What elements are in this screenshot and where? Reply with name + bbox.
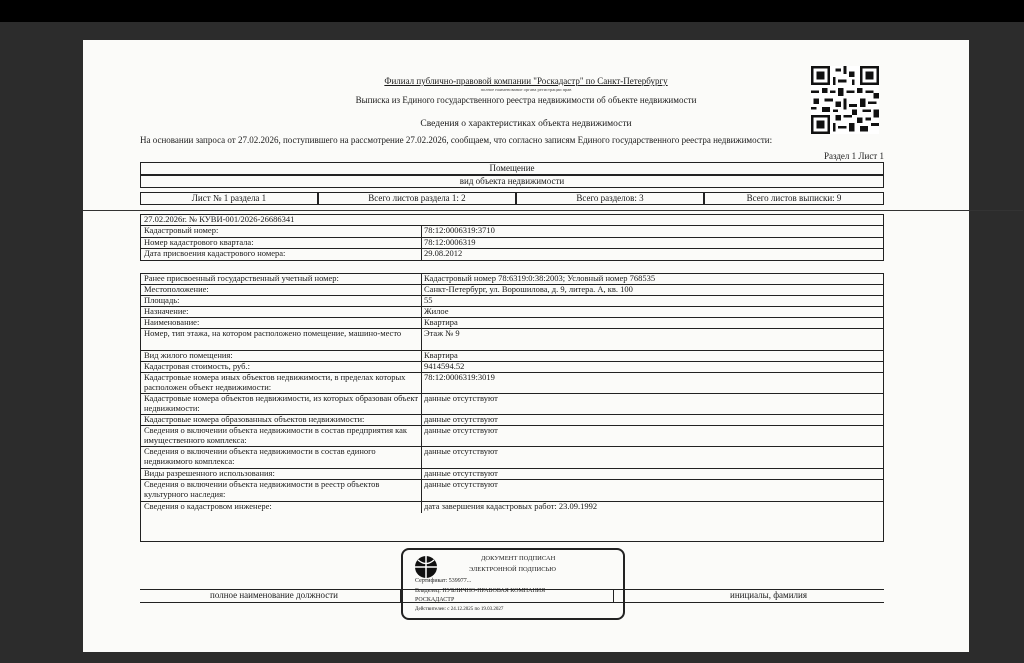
table-row <box>141 329 883 351</box>
document-page <box>83 40 969 652</box>
stamp-owner: Владелец: ПУБЛИЧНО-ПРАВОВАЯ КОМПАНИЯ <box>415 588 546 594</box>
table-row <box>141 480 883 502</box>
table-row <box>141 296 883 307</box>
table-row <box>141 249 883 260</box>
row-label: Вид жилого помещения: <box>144 350 233 360</box>
stamp-line1: ДОКУМЕНТ ПОДПИСАН <box>481 555 556 562</box>
row-label: Кадастровая стоимость, руб.: <box>144 361 250 371</box>
row-label: Ранее присвоенный государственный учетный номер: <box>144 273 339 283</box>
row-value: 55 <box>424 295 433 305</box>
row-label: Кадастровые номера иных объектов недвижимости, в пределах которых расположен объект недвижимости: <box>144 372 406 392</box>
row-label: Кадастровый номер: <box>144 225 219 235</box>
table-row <box>141 502 883 513</box>
ids-table <box>140 214 884 261</box>
basis-text: На основании запроса от 27.02.2026, поступившего на рассмотрение 27.02.2026, сообщаем, что согласно записям Единого государственного реестра недвижимости: <box>140 135 773 145</box>
row-value: 78:12:0006319:3019 <box>424 372 495 382</box>
row-label: Сведения о кадастровом инженере: <box>144 501 272 511</box>
row-value: данные отсутствуют <box>424 479 498 489</box>
object-kind-label: вид объекта недвижимости <box>140 175 884 188</box>
name-label: инициалы, фамилия <box>730 590 807 600</box>
extract-title: Выписка из Единого государственного реестра недвижимости об объекте недвижимости <box>355 95 697 105</box>
object-kind: Помещение <box>140 162 884 175</box>
e-signature-stamp <box>401 548 625 620</box>
stamp-owner2: РОСКАДАСТР <box>415 597 455 603</box>
fold-line <box>83 210 1023 211</box>
total-sheets: Всего листов выписки: 9 <box>704 192 884 205</box>
row-label: Назначение: <box>144 306 189 316</box>
row-value: данные отсутствуют <box>424 468 498 478</box>
sheets-in-section: Всего листов раздела 1: 2 <box>318 192 516 205</box>
org-name: Филиал публично-правовой компании "Роскадастр" по Санкт-Петербургу <box>384 76 668 86</box>
details-table <box>140 273 884 542</box>
position-label: полное наименование должности <box>210 590 338 600</box>
row-value: 78:12:0006319:3710 <box>424 225 495 235</box>
table-row <box>141 373 883 394</box>
row-value: данные отсутствуют <box>424 425 498 435</box>
table-row <box>141 285 883 296</box>
table-row <box>141 426 883 447</box>
row-value: Квартира <box>424 317 458 327</box>
row-value: дата завершения кадастровых работ: 23.09.1992 <box>424 501 598 511</box>
sheet-number: Лист № 1 раздела 1 <box>140 192 318 205</box>
emblem-icon <box>413 554 439 580</box>
table-row <box>141 447 883 469</box>
table-row <box>141 394 883 415</box>
row-value: Квартира <box>424 350 458 360</box>
row-value: 29.08.2012 <box>424 248 463 258</box>
row-value: 78:12:0006319 <box>424 237 476 247</box>
total-sections: Всего разделов: 3 <box>516 192 704 205</box>
row-label: Виды разрешенного использования: <box>144 468 275 478</box>
stamp-valid: Действителен: с 24.12.2025 по 19.03.2027 <box>415 607 504 612</box>
row-value: Жилое <box>424 306 449 316</box>
row-label: Площадь: <box>144 295 180 305</box>
section-label: Раздел 1 Лист 1 <box>823 151 884 161</box>
row-label: Сведения о включении объекта недвижимости в состав единого недвижимого комплекса: <box>144 446 376 466</box>
request-number: 27.02.2026г. № КУВИ-001/2026-26686341 <box>144 214 295 224</box>
row-label: Кадастровые номера объектов недвижимости, из которых образован объект недвижимости: <box>144 393 419 413</box>
row-label: Местоположение: <box>144 284 209 294</box>
row-label: Номер, тип этажа, на котором расположено помещение, машино-место <box>144 328 402 338</box>
row-value: данные отсутствуют <box>424 446 498 456</box>
request-number-row <box>141 215 883 226</box>
row-value: 9414594.52 <box>424 361 465 371</box>
row-value: Кадастровый номер 78:6319:0:38:2003; Условный номер 768535 <box>424 273 656 283</box>
top-bar <box>0 0 1024 22</box>
row-label: Сведения о включении объекта недвижимости в состав предприятия как имущественного комплекса: <box>144 425 408 445</box>
row-label: Номер кадастрового квартала: <box>144 237 254 247</box>
stamp-cert: Сертификат: 539977... <box>415 578 472 584</box>
stamp-line2: ЭЛЕКТРОННОЙ ПОДПИСЬЮ <box>469 566 556 573</box>
table-row <box>141 307 883 318</box>
row-value: Санкт-Петербург, ул. Ворошилова, д. 9, литера. А, кв. 100 <box>424 284 633 294</box>
doc-title: Сведения о характеристиках объекта недвижимости <box>420 119 632 129</box>
table-row <box>141 351 883 362</box>
row-label: Наименование: <box>144 317 200 327</box>
row-label: Кадастровые номера образованных объектов недвижимости: <box>144 414 365 424</box>
row-value: данные отсутствуют <box>424 393 498 403</box>
row-label: Сведения о включении объекта недвижимости в реестр объектов культурного наследия: <box>144 479 380 499</box>
row-label: Дата присвоения кадастрового номера: <box>144 248 286 258</box>
org-note: полное наименование органа регистрации прав <box>480 87 572 92</box>
row-value: данные отсутствуют <box>424 414 498 424</box>
row-value: Этаж № 9 <box>424 328 460 338</box>
